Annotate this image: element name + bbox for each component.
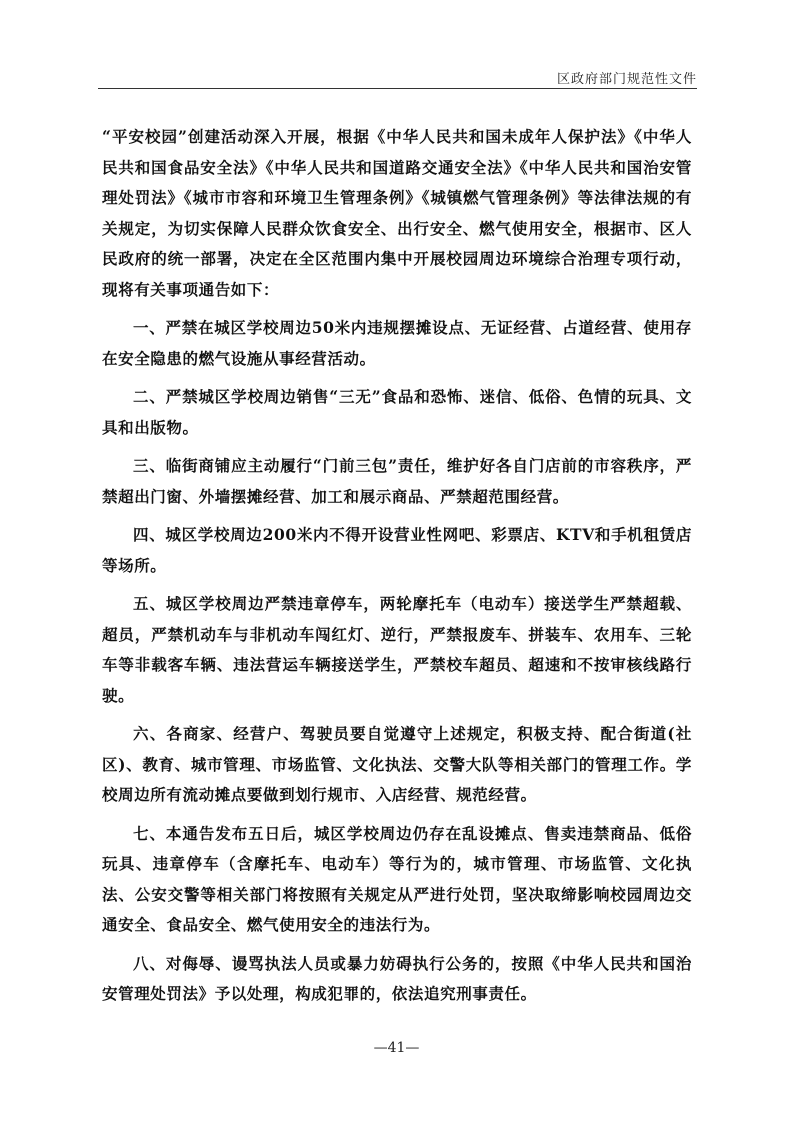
notice-item-2 (102, 382, 692, 443)
item-text: 城区学校周边200米内不得开设营业性网吧、彩票店、KTV和手机租赁店等场所。 (102, 525, 693, 575)
document-category-label: 区政府部门规范性文件 (556, 72, 697, 87)
intro-paragraph: “平安校园”创建活动深入开展，根据《中华人民共和国未成年人保护法》《中华人民共和国食品安全法》《中华人民共和国道路交通安全法》《中华人民共和国治安管理处罚法》《城市市容和环境卫生管理条例》《城镇燃气管理条例》等法律法规的有关规定，为切实保障人民群众饮食安全、出行安全、燃气使用安全，根据市、区人民政府的统一部署，决定在全区范围内集中开展校园周边环境综合治理专项行动，现将有关事项通告如下： (102, 127, 692, 299)
notice-item-6 (102, 719, 692, 811)
item-text: 严禁在城区学校周边50米内违规摆摊设点、无证经营、占道经营、使用存在安全隐患的燃气设施从事经营活动。 (102, 318, 692, 368)
item-text: 对侮辱、谩骂执法人员或暴力妨碍执行公务的，按照《中华人民共和国治安管理处罚法》予以处理，构成犯罪的，依法追究刑事责任。 (102, 953, 692, 1003)
item-number: 五、 (133, 594, 166, 613)
item-number: 八、 (133, 953, 166, 973)
notice-item-5 (102, 589, 692, 711)
item-number: 七、 (133, 823, 166, 843)
header-divider (98, 88, 697, 89)
item-number: 一、 (133, 318, 166, 337)
item-text: 严禁城区学校周边销售“三无”食品和恐怖、迷信、低俗、色情的玩具、文具和出版物。 (102, 387, 692, 437)
item-text: 临街商铺应主动履行“门前三包”责任，维护好各自门店前的市容秩序，严禁超出门窗、外墙摆摊经营、加工和展示商品、严禁超范围经营。 (102, 456, 692, 506)
notice-item-8 (102, 949, 692, 1010)
page-number: —41— (373, 1040, 420, 1056)
item-number: 四、 (133, 525, 166, 544)
notice-item-3 (102, 451, 692, 512)
item-text: 城区学校周边严禁违章停车，两轮摩托车（电动车）接送学生严禁超载、超员，严禁机动车与非机动车闯红灯、逆行，严禁报废车、拼装车、农用车、三轮车等非载客车辆、违法营运车辆接送学生，严禁校车超员、超速和不按审核线路行驶。 (102, 594, 692, 705)
item-number: 三、 (133, 456, 166, 475)
item-text: 本通告发布五日后，城区学校周边仍存在乱设摊点、售卖违禁商品、低俗玩具、违章停车（含摩托车、电动车）等行为的，城市管理、市场监管、文化执法、公安交警等相关部门将按照有关规定从严进行处罚，坚决取缔影响校园周边交通安全、食品安全、燃气使用安全的违法行为。 (102, 823, 692, 934)
document-body (102, 122, 692, 1018)
item-number: 二、 (133, 387, 166, 406)
item-text: 各商家、经营户、驾驶员要自觉遵守上述规定，积极支持、配合街道(社区)、教育、城市管理、市场监管、文化执法、交警大队等相关部门的管理工作。学校周边所有流动摊点要做到划行规市、入店经营、规范经营。 (102, 724, 692, 804)
notice-item-4 (102, 520, 692, 581)
notice-item-7 (102, 819, 692, 941)
item-number: 六、 (133, 724, 167, 743)
notice-item-1 (102, 313, 692, 374)
